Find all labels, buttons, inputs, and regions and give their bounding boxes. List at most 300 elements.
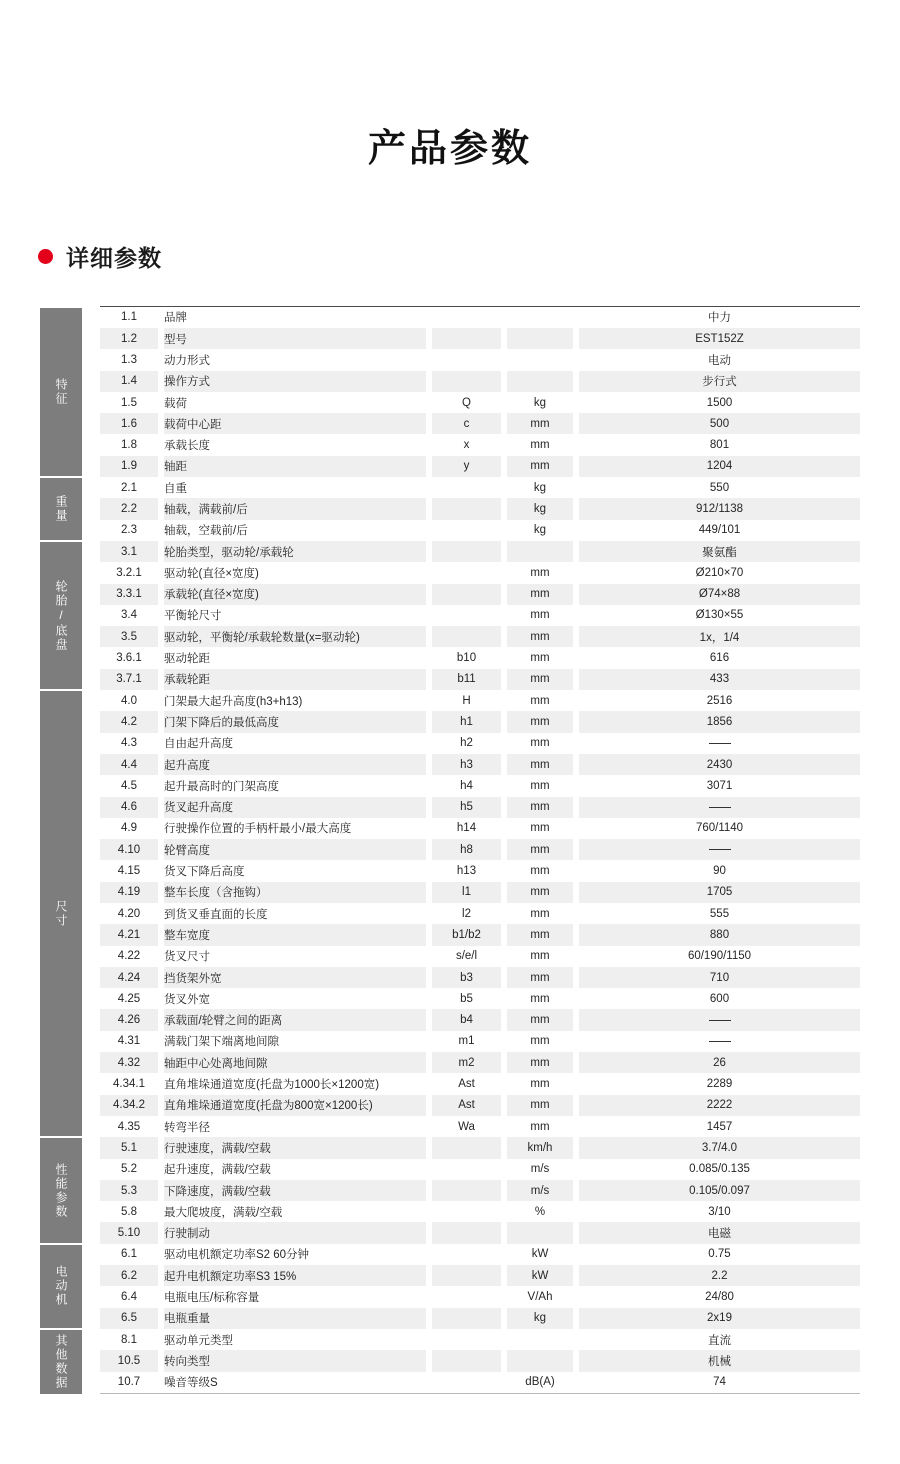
table-row (100, 1265, 860, 1286)
row-number: 3.1 (100, 541, 158, 562)
row-symbol: Ast (432, 1095, 501, 1116)
table-row (100, 690, 860, 711)
row-symbol (432, 1201, 501, 1222)
row-value: 机械 (579, 1350, 860, 1371)
table-row (100, 1116, 860, 1137)
table-row (100, 349, 860, 370)
section-heading (38, 240, 900, 273)
row-symbol (432, 349, 501, 370)
row-number: 3.3.1 (100, 584, 158, 605)
row-number: 4.32 (100, 1052, 158, 1073)
row-label: 行驶速度，满载/空载 (164, 1137, 426, 1158)
category-block-0 (40, 308, 82, 478)
row-value: 801 (579, 434, 860, 455)
row-label: 自由起升高度 (164, 733, 426, 754)
row-label: 货叉起升高度 (164, 797, 426, 818)
row-unit (507, 349, 573, 370)
row-label: 承载面/轮臂之间的距离 (164, 1009, 426, 1030)
row-symbol (432, 1265, 501, 1286)
row-label: 起升电机额定功率S3 15% (164, 1265, 426, 1286)
row-value: 0.105/0.097 (579, 1180, 860, 1201)
table-row (100, 413, 860, 434)
table-row (100, 711, 860, 732)
category-sidebar (40, 306, 82, 1394)
row-value: 1204 (579, 456, 860, 477)
row-value: 1x，1/4 (579, 626, 860, 647)
table-row (100, 1201, 860, 1222)
row-value (579, 733, 860, 754)
row-symbol: s/e/l (432, 946, 501, 967)
row-symbol: y (432, 456, 501, 477)
row-unit: mm (507, 456, 573, 477)
row-label: 操作方式 (164, 371, 426, 392)
row-symbol (432, 605, 501, 626)
row-symbol (432, 307, 501, 328)
row-number: 1.6 (100, 413, 158, 434)
row-value: 710 (579, 967, 860, 988)
row-unit: mm (507, 839, 573, 860)
row-value: EST152Z (579, 328, 860, 349)
table-row (100, 647, 860, 668)
table-row (100, 903, 860, 924)
row-symbol (432, 1180, 501, 1201)
row-symbol (432, 1308, 501, 1329)
row-unit: kg (507, 520, 573, 541)
row-label: 起升高度 (164, 754, 426, 775)
row-value: 3.7/4.0 (579, 1137, 860, 1158)
row-unit: m/s (507, 1159, 573, 1180)
row-value: 3071 (579, 775, 860, 796)
row-number: 3.4 (100, 605, 158, 626)
row-label: 货叉下降后高度 (164, 860, 426, 881)
row-label: 平衡轮尺寸 (164, 605, 426, 626)
row-label: 到货叉垂直面的长度 (164, 903, 426, 924)
table-row (100, 946, 860, 967)
empty-dash-icon (709, 849, 731, 850)
row-label: 电瓶重量 (164, 1308, 426, 1329)
row-value: 60/190/1150 (579, 946, 860, 967)
row-label: 货叉外宽 (164, 988, 426, 1009)
row-symbol (432, 1350, 501, 1371)
row-number: 5.10 (100, 1222, 158, 1243)
row-label: 自重 (164, 477, 426, 498)
table-row (100, 775, 860, 796)
row-value: 2516 (579, 690, 860, 711)
row-value: 74 (579, 1372, 860, 1393)
category-block-6 (40, 1330, 82, 1394)
row-unit (507, 541, 573, 562)
row-value: 0.085/0.135 (579, 1159, 860, 1180)
row-symbol (432, 541, 501, 562)
row-unit: mm (507, 669, 573, 690)
row-number: 1.3 (100, 349, 158, 370)
row-label: 轴载，满载前/后 (164, 498, 426, 519)
row-number: 10.7 (100, 1372, 158, 1393)
row-value: 1500 (579, 392, 860, 413)
row-unit: dB(A) (507, 1372, 573, 1393)
row-unit: kW (507, 1265, 573, 1286)
category-label: 其他数据 (54, 1333, 68, 1390)
category-label: 尺寸 (54, 899, 68, 928)
row-unit (507, 328, 573, 349)
row-symbol (432, 1286, 501, 1307)
row-number: 1.2 (100, 328, 158, 349)
row-label: 直角堆垛通道宽度(托盘为800宽×1200长) (164, 1095, 426, 1116)
row-label: 品牌 (164, 307, 426, 328)
row-label: 起升最高时的门架高度 (164, 775, 426, 796)
row-value: 760/1140 (579, 818, 860, 839)
row-value: 聚氨酯 (579, 541, 860, 562)
row-symbol (432, 1244, 501, 1265)
row-value (579, 839, 860, 860)
category-label: 轮胎/底盘 (54, 579, 68, 652)
row-unit: mm (507, 690, 573, 711)
row-symbol: b3 (432, 967, 501, 988)
row-value: 2222 (579, 1095, 860, 1116)
section-heading-label: 详细参数 (66, 244, 162, 271)
table-row (100, 520, 860, 541)
table-row (100, 1180, 860, 1201)
row-value: 2.2 (579, 1265, 860, 1286)
row-number: 4.31 (100, 1031, 158, 1052)
category-block-1 (40, 478, 82, 542)
row-number: 6.5 (100, 1308, 158, 1329)
row-symbol: b1/b2 (432, 924, 501, 945)
row-value: 616 (579, 647, 860, 668)
row-label: 驱动单元类型 (164, 1329, 426, 1350)
row-number: 1.5 (100, 392, 158, 413)
row-value: Ø74×88 (579, 584, 860, 605)
row-symbol: m2 (432, 1052, 501, 1073)
row-value: 24/80 (579, 1286, 860, 1307)
row-symbol: Q (432, 392, 501, 413)
row-number: 4.5 (100, 775, 158, 796)
row-number: 4.25 (100, 988, 158, 1009)
row-unit: mm (507, 818, 573, 839)
table-row (100, 562, 860, 583)
spec-table-wrapper (100, 306, 860, 1394)
row-unit: kg (507, 477, 573, 498)
category-label: 特征 (54, 377, 68, 406)
row-number: 5.8 (100, 1201, 158, 1222)
row-number: 6.2 (100, 1265, 158, 1286)
row-value: Ø210×70 (579, 562, 860, 583)
row-unit: mm (507, 1095, 573, 1116)
row-symbol: h13 (432, 860, 501, 881)
row-label: 轮胎类型，驱动轮/承载轮 (164, 541, 426, 562)
row-symbol: x (432, 434, 501, 455)
row-symbol (432, 1222, 501, 1243)
row-symbol: h2 (432, 733, 501, 754)
row-symbol: l1 (432, 882, 501, 903)
table-row (100, 988, 860, 1009)
row-symbol: h3 (432, 754, 501, 775)
table-row (100, 1222, 860, 1243)
category-label: 电动机 (54, 1265, 68, 1308)
row-symbol (432, 626, 501, 647)
table-row (100, 605, 860, 626)
row-label: 载荷 (164, 392, 426, 413)
row-value: 550 (579, 477, 860, 498)
table-row (100, 1009, 860, 1030)
row-value: 0.75 (579, 1244, 860, 1265)
table-row (100, 434, 860, 455)
row-value: 1705 (579, 882, 860, 903)
row-number: 4.2 (100, 711, 158, 732)
category-block-3 (40, 691, 82, 1138)
row-symbol (432, 1329, 501, 1350)
row-number: 3.2.1 (100, 562, 158, 583)
row-symbol: h5 (432, 797, 501, 818)
table-row (100, 818, 860, 839)
row-unit: mm (507, 733, 573, 754)
empty-dash-icon (709, 1020, 731, 1021)
table-row (100, 1052, 860, 1073)
category-label: 重量 (54, 495, 68, 524)
table-row (100, 882, 860, 903)
row-label: 直角堆垛通道宽度(托盘为1000长×1200宽) (164, 1073, 426, 1094)
row-value: 步行式 (579, 371, 860, 392)
row-unit: mm (507, 754, 573, 775)
row-number: 3.5 (100, 626, 158, 647)
row-unit: mm (507, 647, 573, 668)
row-value: 1856 (579, 711, 860, 732)
row-symbol (432, 562, 501, 583)
row-label: 整车宽度 (164, 924, 426, 945)
row-value: 2289 (579, 1073, 860, 1094)
row-value: 26 (579, 1052, 860, 1073)
page-title-text: 产品参数 (367, 128, 532, 170)
row-number: 1.4 (100, 371, 158, 392)
empty-dash-icon (709, 1041, 731, 1042)
row-unit (507, 307, 573, 328)
spec-table-area (0, 306, 900, 1394)
row-unit: mm (507, 860, 573, 881)
row-unit: mm (507, 967, 573, 988)
row-number: 4.0 (100, 690, 158, 711)
row-label: 承载轮(直径×宽度) (164, 584, 426, 605)
row-label: 门架最大起升高度(h3+h13) (164, 690, 426, 711)
row-label: 驱动电机额定功率S2 60分钟 (164, 1244, 426, 1265)
row-symbol (432, 477, 501, 498)
row-unit: mm (507, 711, 573, 732)
row-label: 动力形式 (164, 349, 426, 370)
row-label: 货叉尺寸 (164, 946, 426, 967)
table-row (100, 797, 860, 818)
row-value: 直流 (579, 1329, 860, 1350)
table-row (100, 1095, 860, 1116)
row-unit: kg (507, 1308, 573, 1329)
table-row (100, 626, 860, 647)
row-label: 最大爬坡度，满载/空载 (164, 1201, 426, 1222)
table-row (100, 456, 860, 477)
row-number: 3.7.1 (100, 669, 158, 690)
row-unit: mm (507, 1031, 573, 1052)
row-number: 1.9 (100, 456, 158, 477)
row-number: 4.24 (100, 967, 158, 988)
row-unit: mm (507, 1009, 573, 1030)
row-symbol (432, 1137, 501, 1158)
row-unit: mm (507, 626, 573, 647)
row-value (579, 1031, 860, 1052)
row-label: 下降速度，满载/空载 (164, 1180, 426, 1201)
row-symbol: h8 (432, 839, 501, 860)
row-symbol: h1 (432, 711, 501, 732)
row-unit: V/Ah (507, 1286, 573, 1307)
row-value: 3/10 (579, 1201, 860, 1222)
row-value: 90 (579, 860, 860, 881)
row-number: 2.2 (100, 498, 158, 519)
row-symbol (432, 584, 501, 605)
category-label: 性能参数 (54, 1162, 68, 1219)
row-symbol (432, 1159, 501, 1180)
row-number: 4.15 (100, 860, 158, 881)
row-unit: mm (507, 1052, 573, 1073)
row-value: 555 (579, 903, 860, 924)
row-number: 4.35 (100, 1116, 158, 1137)
row-label: 轮臂高度 (164, 839, 426, 860)
row-number: 1.8 (100, 434, 158, 455)
row-value: 449/101 (579, 520, 860, 541)
row-unit: mm (507, 775, 573, 796)
row-symbol: b4 (432, 1009, 501, 1030)
table-row (100, 924, 860, 945)
row-label: 门架下降后的最低高度 (164, 711, 426, 732)
row-unit: mm (507, 1073, 573, 1094)
row-symbol (432, 498, 501, 519)
row-unit: kW (507, 1244, 573, 1265)
row-label: 满载门架下端离地间隙 (164, 1031, 426, 1052)
row-symbol: h14 (432, 818, 501, 839)
row-unit: mm (507, 413, 573, 434)
empty-dash-icon (709, 743, 731, 744)
row-number: 4.22 (100, 946, 158, 967)
row-value: 2430 (579, 754, 860, 775)
row-value: 880 (579, 924, 860, 945)
table-row (100, 967, 860, 988)
row-label: 噪音等级S (164, 1372, 426, 1393)
row-number: 6.1 (100, 1244, 158, 1265)
row-number: 3.6.1 (100, 647, 158, 668)
row-unit (507, 371, 573, 392)
row-value: 1457 (579, 1116, 860, 1137)
row-number: 2.1 (100, 477, 158, 498)
table-row (100, 1137, 860, 1158)
row-number: 4.26 (100, 1009, 158, 1030)
category-block-5 (40, 1245, 82, 1330)
table-row (100, 1244, 860, 1265)
row-number: 4.34.2 (100, 1095, 158, 1116)
table-row (100, 307, 860, 328)
row-label: 驱动轮距 (164, 647, 426, 668)
row-unit (507, 1222, 573, 1243)
row-number: 10.5 (100, 1350, 158, 1371)
row-label: 轴距 (164, 456, 426, 477)
row-symbol: H (432, 690, 501, 711)
row-unit (507, 1329, 573, 1350)
row-value: 500 (579, 413, 860, 434)
row-number: 4.19 (100, 882, 158, 903)
row-number: 4.21 (100, 924, 158, 945)
row-symbol: b11 (432, 669, 501, 690)
table-row (100, 1286, 860, 1307)
table-row (100, 584, 860, 605)
row-value: 电动 (579, 349, 860, 370)
row-value: 电磁 (579, 1222, 860, 1243)
row-number: 4.34.1 (100, 1073, 158, 1094)
row-number: 4.3 (100, 733, 158, 754)
row-unit: kg (507, 498, 573, 519)
row-label: 行驶制动 (164, 1222, 426, 1243)
category-block-2 (40, 542, 82, 691)
row-symbol: Wa (432, 1116, 501, 1137)
row-unit (507, 1350, 573, 1371)
row-unit: mm (507, 903, 573, 924)
row-unit: m/s (507, 1180, 573, 1201)
row-number: 5.3 (100, 1180, 158, 1201)
row-label: 整车长度（含拖钩） (164, 882, 426, 903)
row-number: 5.2 (100, 1159, 158, 1180)
row-label: 载荷中心距 (164, 413, 426, 434)
row-label: 起升速度，满载/空载 (164, 1159, 426, 1180)
table-row (100, 669, 860, 690)
row-symbol (432, 1372, 501, 1393)
page-title (364, 128, 536, 178)
table-row (100, 1073, 860, 1094)
row-unit: mm (507, 562, 573, 583)
row-symbol (432, 520, 501, 541)
table-row (100, 1350, 860, 1371)
row-label: 轴载，空载前/后 (164, 520, 426, 541)
row-number: 4.9 (100, 818, 158, 839)
row-unit: mm (507, 605, 573, 626)
row-symbol: b5 (432, 988, 501, 1009)
row-unit: mm (507, 924, 573, 945)
bullet-dot-icon (38, 249, 53, 264)
row-label: 承载长度 (164, 434, 426, 455)
row-label: 挡货架外宽 (164, 967, 426, 988)
row-value: 2x19 (579, 1308, 860, 1329)
table-row (100, 392, 860, 413)
row-number: 4.20 (100, 903, 158, 924)
table-row (100, 1372, 860, 1393)
row-label: 型号 (164, 328, 426, 349)
table-row (100, 1159, 860, 1180)
row-symbol: l2 (432, 903, 501, 924)
row-unit: mm (507, 434, 573, 455)
table-row (100, 860, 860, 881)
row-number: 5.1 (100, 1137, 158, 1158)
row-label: 驱动轮，平衡轮/承载轮数量(x=驱动轮) (164, 626, 426, 647)
row-symbol (432, 328, 501, 349)
spec-table (100, 307, 860, 1393)
row-value: 中力 (579, 307, 860, 328)
row-unit: % (507, 1201, 573, 1222)
row-number: 4.10 (100, 839, 158, 860)
row-label: 行驶操作位置的手柄杆最小/最大高度 (164, 818, 426, 839)
row-value (579, 1009, 860, 1030)
row-label: 驱动轮(直径×宽度) (164, 562, 426, 583)
row-unit: mm (507, 797, 573, 818)
table-row (100, 733, 860, 754)
row-number: 6.4 (100, 1286, 158, 1307)
row-symbol: b10 (432, 647, 501, 668)
row-number: 4.4 (100, 754, 158, 775)
table-row (100, 839, 860, 860)
row-number: 2.3 (100, 520, 158, 541)
row-unit: mm (507, 882, 573, 903)
table-row (100, 1308, 860, 1329)
